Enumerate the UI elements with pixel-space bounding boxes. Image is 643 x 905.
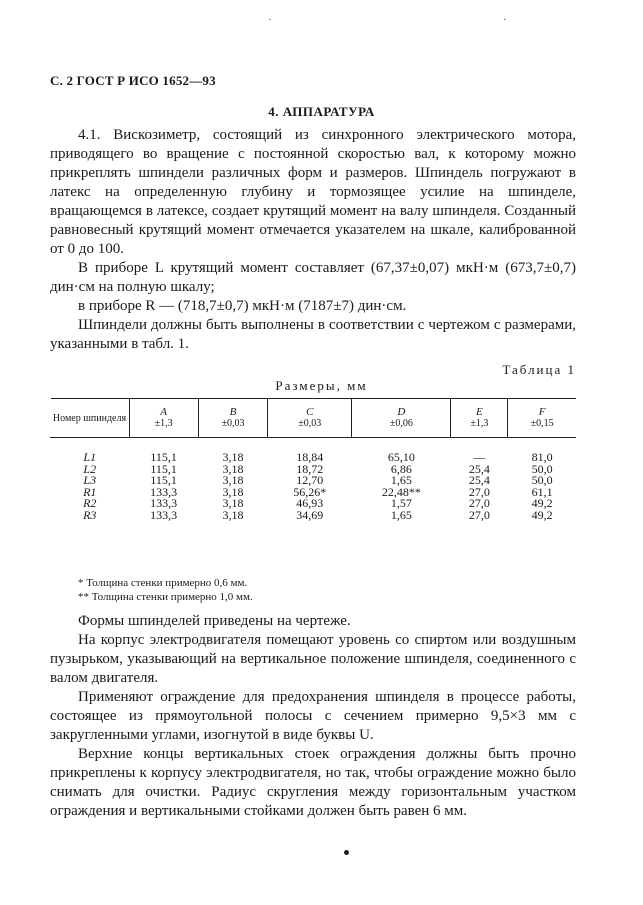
paragraph-level: На корпус электродвигателя помещают уровень со спиртом или воздушным пузырьком, указывающий на вертикальное положение шпинделя, соединенного с валом двигателя.: [50, 632, 576, 686]
cell-c: 34,69: [268, 510, 352, 560]
cell-c: 18,72: [268, 464, 352, 476]
cell-c: 46,93: [268, 498, 352, 510]
cell-c: 12,70: [268, 475, 352, 487]
cell-b: 3,18: [198, 487, 267, 499]
header-a: A ±1,3: [129, 399, 198, 438]
cell-e: 27,0: [451, 498, 508, 510]
paragraph-guard: Применяют ограждение для предохранения шпинделя в процессе работы, состоящее из прямоугольной полосы с сечением примерно 9,5×3 мм с закругленными углами, изогнутой в виде буквы U.: [50, 689, 576, 743]
table-header-row: [51, 399, 577, 438]
cell-name: L1: [51, 452, 130, 464]
table-label: Таблица 1: [502, 362, 576, 377]
cell-d: 1,65: [352, 475, 451, 487]
cell-b: 3,18: [198, 498, 267, 510]
dimensions-table: [50, 398, 576, 560]
cell-d: 1,57: [352, 498, 451, 510]
cell-a: 115,1: [129, 464, 198, 476]
cell-c: 18,84: [268, 452, 352, 464]
cell-e: 25,4: [451, 475, 508, 487]
cell-f: 49,2: [508, 510, 576, 560]
paragraph-guard-mount: Верхние концы вертикальных стоек ограждения должны быть прочно прикреплены к корпусу электродвигателя, но так, чтобы ограждение можно было снимать для очистки. Радиус скругления между горизонтальным участком ограждения и вертикальными стойками должен быть равен 6 мм.: [50, 746, 576, 819]
paragraph-device-r: в приборе R — (718,7±0,7) мкН·м (7187±7) дин·см.: [78, 298, 407, 314]
header-c: C ±0,03: [268, 399, 352, 438]
cell-name: L3: [51, 475, 130, 487]
paragraph-forms: Формы шпинделей приведены на чертеже.: [78, 613, 351, 629]
cell-d: 1,65: [352, 510, 451, 560]
text-block-1: [50, 126, 576, 354]
header-d: D ±0,06: [352, 399, 451, 438]
cell-d: 22,48**: [352, 487, 451, 499]
cell-e: 27,0: [451, 487, 508, 499]
scan-speck-mark: ·: [268, 14, 272, 26]
cell-d: 65,10: [352, 452, 451, 464]
header-f: F ±0,15: [508, 399, 576, 438]
cell-name: R1: [51, 487, 130, 499]
table-row: [51, 510, 577, 560]
cell-name: L2: [51, 464, 130, 476]
scan-dot-mark: [344, 850, 349, 855]
cell-b: 3,18: [198, 464, 267, 476]
cell-b: 3,18: [198, 452, 267, 464]
cell-f: 81,0: [508, 452, 576, 464]
cell-a: 133,3: [129, 510, 198, 560]
cell-f: 61,1: [508, 487, 576, 499]
cell-a: 115,1: [129, 475, 198, 487]
section-title: 4. АППАРАТУРА: [268, 104, 375, 119]
cell-a: 133,3: [129, 487, 198, 499]
header-b: B ±0,03: [198, 399, 267, 438]
cell-d: 6,86: [352, 464, 451, 476]
footnote-1: * Толщина стенки примерно 0,6 мм.: [78, 577, 248, 589]
text-block-2: [50, 612, 576, 821]
page-header: С. 2 ГОСТ Р ИСО 1652—93: [50, 73, 216, 88]
cell-a: 133,3: [129, 498, 198, 510]
cell-e: —: [451, 452, 508, 464]
header-e: E ±1,3: [451, 399, 508, 438]
paragraph-spindles: Шпиндели должны быть выполнены в соответствии с чертежом с размерами, указанными в табл. 1.: [50, 317, 576, 352]
cell-f: 50,0: [508, 475, 576, 487]
cell-e: 27,0: [451, 510, 508, 560]
cell-c: 56,26*: [268, 487, 352, 499]
paragraph-4-1: 4.1. Вискозиметр, состоящий из синхронного электрического мотора, приводящего во вращение с постоянной скоростью вал, к которому можно прикреплять шпиндели различных форм и размеров. Шпиндель погружают в латекс на определенную глубину и тормозящее усилие на шпинделе, вращающемся в латексе, создает крутящий момент на валу шпинделя. Созданный равновесный крутящий момент отмечается указателем на шкале, калиброванной от 0 до 100.: [50, 127, 576, 257]
cell-f: 49,2: [508, 498, 576, 510]
cell-name: R2: [51, 498, 130, 510]
cell-a: 115,1: [129, 452, 198, 464]
scan-speck-mark: ·: [503, 14, 507, 26]
cell-e: 25,4: [451, 464, 508, 476]
footnote-2: ** Толщина стенки примерно 1,0 мм.: [78, 591, 253, 603]
header-spindle-number: Номер шпинделя: [51, 399, 130, 438]
paragraph-device-l: В приборе L крутящий момент составляет (67,37±0,07) мкН·м (673,7±0,7) дин·см на полную шкалу;: [50, 260, 576, 295]
cell-f: 50,0: [508, 464, 576, 476]
cell-b: 3,18: [198, 510, 267, 560]
table-caption: Размеры, мм: [275, 378, 368, 393]
cell-name: R3: [51, 510, 130, 560]
cell-b: 3,18: [198, 475, 267, 487]
